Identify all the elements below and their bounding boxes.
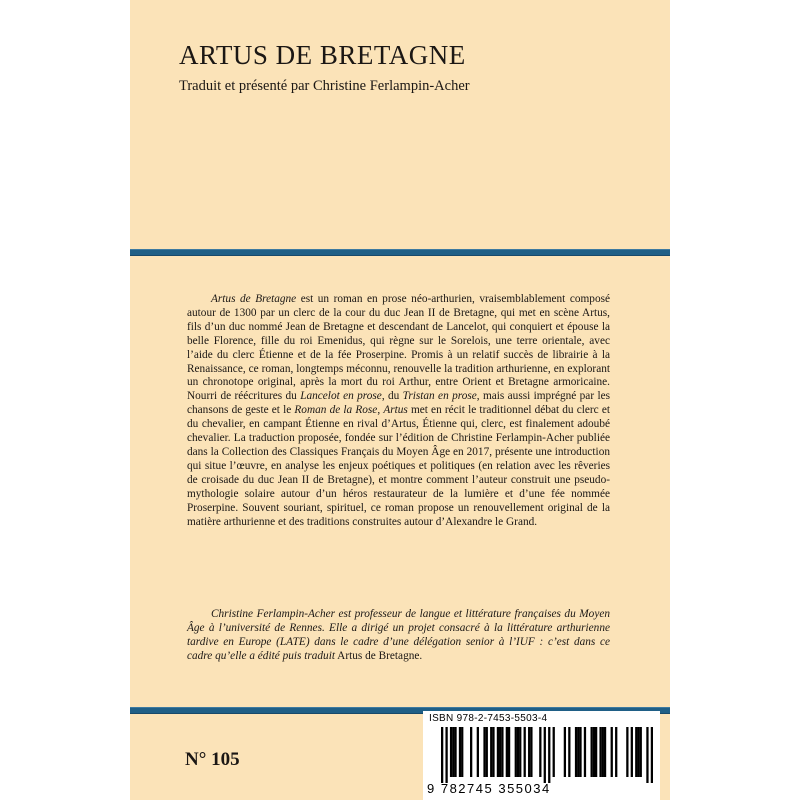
barcode-bar bbox=[611, 727, 613, 777]
barcode-bar bbox=[631, 727, 633, 777]
barcode-bar bbox=[506, 727, 508, 777]
barcode-bar bbox=[553, 727, 555, 777]
barcode-bar bbox=[450, 727, 452, 777]
description-text-5: met en récit le traditionnel débat du clerc et du chevalier, en campant Étienne en rival d’Artus, Étienne qui, clerc, est finalement adoubé chevalier. La traduction proposée, fondée sur l’édition de Christine Ferlampin-Acher publiée dans la Collection des Classiques Français du Moyen Âge en 2017, présente une introduction qui situe l’œuvre, en analyse les enjeux poétiques et politiques (en relation avec les rêveries de croisade du duc Jean II de Bretagne), et montre comment l’auteur construit une pseudo-mythologie solaire autour d’un héros restaurateur de la lumière et d’une fée nommée Proserpine. Souvent souriant, spirituel, ce roman propose un renouvellement original de la matière arthurienne et des traditions construites autour d’Alexandre le Grand. bbox=[187, 404, 611, 528]
title-italic: Artus de Bretagne bbox=[211, 293, 297, 305]
description-text-1: est un roman en prose néo-arthurien, vraisemblablement composé autour de 1300 par un clerc de la cour du duc Jean II de Bretagne, qui met en scène Artus, fils d’un duc nommé Jean de Bretagne et descendant de Lancelot, qui conquiert et épouse la belle Florence, fille du roi Emenidus, qui règne sur le Sorelois, une terre orientale, avec l’aide du clerc Étienne et de la fée Proserpine. Promis à un relatif succès de librairie à la Renaissance, ce roman, longtemps méconnu, renouvelle la tradition arthurienne, en explorant un chronotope original, après la mort du roi Arthur, entre Orient et Bretagne armoricaine. Nourri de réécritures du bbox=[187, 293, 610, 403]
barcode-bar bbox=[445, 727, 447, 783]
barcode-bar bbox=[530, 727, 532, 777]
barcode-bar bbox=[517, 727, 519, 777]
description-paragraph bbox=[187, 293, 610, 529]
author-bio bbox=[187, 608, 610, 664]
barcode-bar bbox=[651, 727, 653, 783]
roman-rose-italic: Roman de la Rose bbox=[294, 404, 378, 417]
barcode-bar bbox=[499, 727, 501, 777]
barcode-bar bbox=[626, 727, 628, 777]
barcode-bar bbox=[459, 727, 461, 777]
description-text-4: , bbox=[377, 404, 384, 417]
barcode-bar bbox=[604, 727, 606, 777]
barcode-bar bbox=[519, 727, 521, 777]
barcode-bar bbox=[575, 727, 577, 777]
barcode-bar bbox=[568, 727, 570, 777]
top-blue-band bbox=[130, 249, 670, 256]
barcode-bar bbox=[524, 727, 526, 777]
barcode-bar bbox=[515, 727, 517, 777]
book-title: ARTUS DE BRETAGNE bbox=[179, 40, 466, 70]
barcode-bar bbox=[640, 727, 642, 777]
book-subtitle: Traduit et présenté par Christine Ferlampin-Acher bbox=[179, 78, 470, 94]
barcode-bar bbox=[646, 727, 648, 783]
author-bio-italic: Christine Ferlampin-Acher est professeur de langue et littérature françaises du Moyen Âge à l’université de Rennes. Elle a dirigé un projet consacré à la littérature arthurienne tardive en Europe (LATE) dans le cadre d’une délégation senior à l’IUF : c’est dans ce cadre qu’elle a édité puis traduit bbox=[187, 608, 610, 662]
series-number: N° 105 bbox=[185, 749, 240, 770]
description-text-2: , du bbox=[381, 390, 403, 403]
barcode-bar bbox=[452, 727, 454, 777]
barcode-bar bbox=[544, 727, 546, 783]
barcode-bar bbox=[579, 727, 581, 777]
isbn-label: ISBN 978-2-7453-5503-4 bbox=[429, 713, 548, 724]
barcode-bar bbox=[637, 727, 639, 777]
barcode-bar bbox=[595, 727, 597, 777]
barcode-bar bbox=[477, 727, 479, 777]
barcode-bar bbox=[615, 727, 617, 777]
barcode-bar bbox=[441, 727, 443, 783]
barcode-bar bbox=[548, 727, 550, 783]
barcode-bar bbox=[486, 727, 488, 777]
barcode-bar bbox=[492, 727, 494, 777]
book-back-cover bbox=[130, 0, 670, 800]
author-bio-roman: Artus de Bretagne. bbox=[334, 649, 423, 662]
barcode-bar bbox=[461, 727, 463, 777]
artus-italic: Artus bbox=[383, 404, 408, 417]
barcode-digits: 9 782745 355034 bbox=[427, 781, 551, 796]
barcode-bar bbox=[599, 727, 601, 777]
barcode-bar bbox=[454, 727, 456, 777]
barcode-bar bbox=[602, 727, 604, 777]
barcode-bar bbox=[564, 727, 566, 777]
barcode-bar bbox=[483, 727, 485, 777]
barcode-bar bbox=[497, 727, 499, 777]
barcode-bar bbox=[508, 727, 510, 777]
barcode-bar bbox=[470, 727, 472, 777]
barcode-bar bbox=[501, 727, 503, 777]
barcode-bar bbox=[635, 727, 637, 777]
barcode-bar bbox=[593, 727, 595, 777]
description-text-3: , mais aussi imprégné par les chansons de geste et le bbox=[187, 390, 610, 417]
barcode-bar bbox=[577, 727, 579, 777]
tristan-italic: Tristan en prose bbox=[402, 390, 477, 403]
barcode-graphic bbox=[441, 727, 653, 783]
barcode-bar bbox=[591, 727, 593, 777]
lancelot-italic: Lancelot en prose bbox=[300, 390, 382, 403]
isbn-barcode-block bbox=[423, 711, 660, 800]
barcode-bar bbox=[584, 727, 586, 777]
barcode-bar bbox=[528, 727, 530, 777]
barcode-bar bbox=[539, 727, 541, 777]
barcode-bar bbox=[490, 727, 492, 777]
